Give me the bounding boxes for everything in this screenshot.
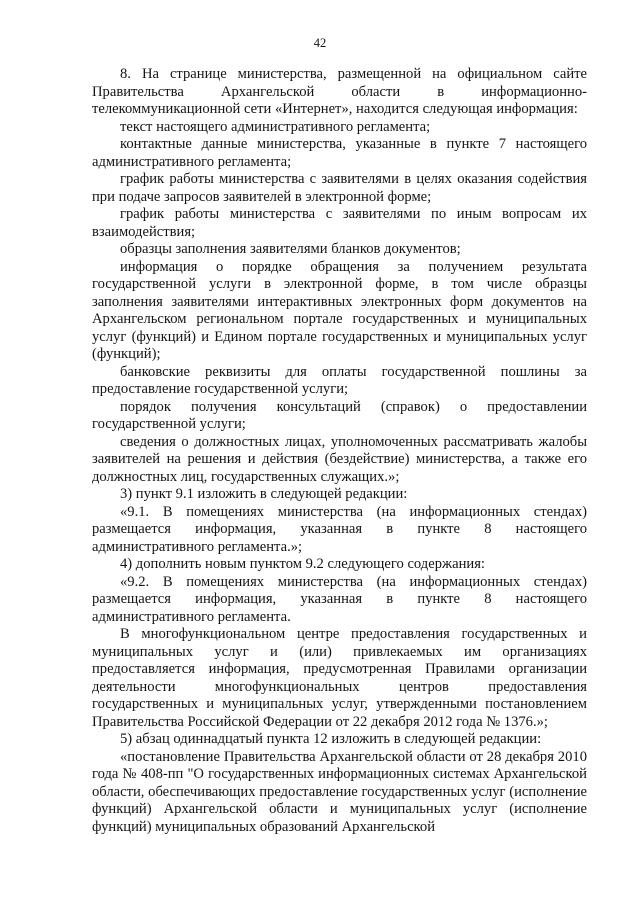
- paragraph: информация о порядке обращения за получением результата государственной услуги в электронной форме, в том числе образцы заполнения заявителями интерактивных электронных форм документов на Архангельском региональном портале государственных и муниципальных услуг (функций) и Едином портале государственных и муниципальных услуг (функций);: [92, 258, 587, 362]
- paragraph: график работы министерства с заявителями по иным вопросам их взаимодействия;: [92, 206, 587, 240]
- paragraph: контактные данные министерства, указанные в пункте 7 настоящего административного регламента;: [92, 136, 587, 170]
- paragraph: 5) абзац одиннадцатый пункта 12 изложить в следующей редакции:: [120, 731, 542, 747]
- paragraph: текст настоящего административного регламента;: [120, 118, 431, 135]
- paragraph: «9.2. В помещениях министерства (на информационных стендах) размещается информация, указанная в пункте 8 настоящего административного регламента.: [92, 573, 587, 625]
- paragraph: «постановление Правительства Архангельской области от 28 декабря 2010 года № 408-пп "О государственных информационных системах Архангельской области, обеспечивающих предоставление государственных услуг (исполнение функций) Архангельской области и муниципальных услуг (исполнение функций) муниципальных образований Архангельской: [92, 748, 587, 835]
- page-number: 42: [313, 36, 327, 50]
- document-body: [92, 66, 587, 836]
- paragraph: «9.1. В помещениях министерства (на информационных стендах) размещается информация, указанная в пункте 8 настоящего административного регламента.»;: [92, 503, 587, 555]
- paragraph: 3) пункт 9.1 изложить в следующей редакции:: [120, 486, 408, 502]
- paragraph: В многофункциональном центре предоставления государственных и муниципальных услуг и (или) привлекаемых им организациях предоставляется информация, предусмотренная Правилами организации деятельности многофункциональных центров предоставления государственных и муниципальных услуг, утвержденными постановлением Правительства Российской Федерации от 22 декабря 2012 года № 1376.»;: [92, 626, 587, 730]
- paragraph: порядок получения консультаций (справок) о предоставлении государственной услуги;: [92, 398, 587, 432]
- paragraph: график работы министерства с заявителями в целях оказания содействия при подаче запросов заявителей в электронной форме;: [92, 171, 587, 205]
- paragraph: образцы заполнения заявителями бланков документов;: [120, 241, 461, 257]
- paragraph: банковские реквизиты для оплаты государственной пошлины за предоставление государственной услуги;: [92, 363, 587, 397]
- paragraph: 8. На странице министерства, размещенной на официальном сайте Правительства Архангельской области в информационно-телекоммуникационной сети «Интернет», находится следующая информация:: [92, 66, 587, 117]
- paragraph: сведения о должностных лицах, уполномоченных рассматривать жалобы заявителей на решения и действия (бездействие) министерства, а также его должностных лиц, государственных служащих.»;: [92, 433, 587, 485]
- paragraph: 4) дополнить новым пунктом 9.2 следующего содержания:: [120, 556, 485, 572]
